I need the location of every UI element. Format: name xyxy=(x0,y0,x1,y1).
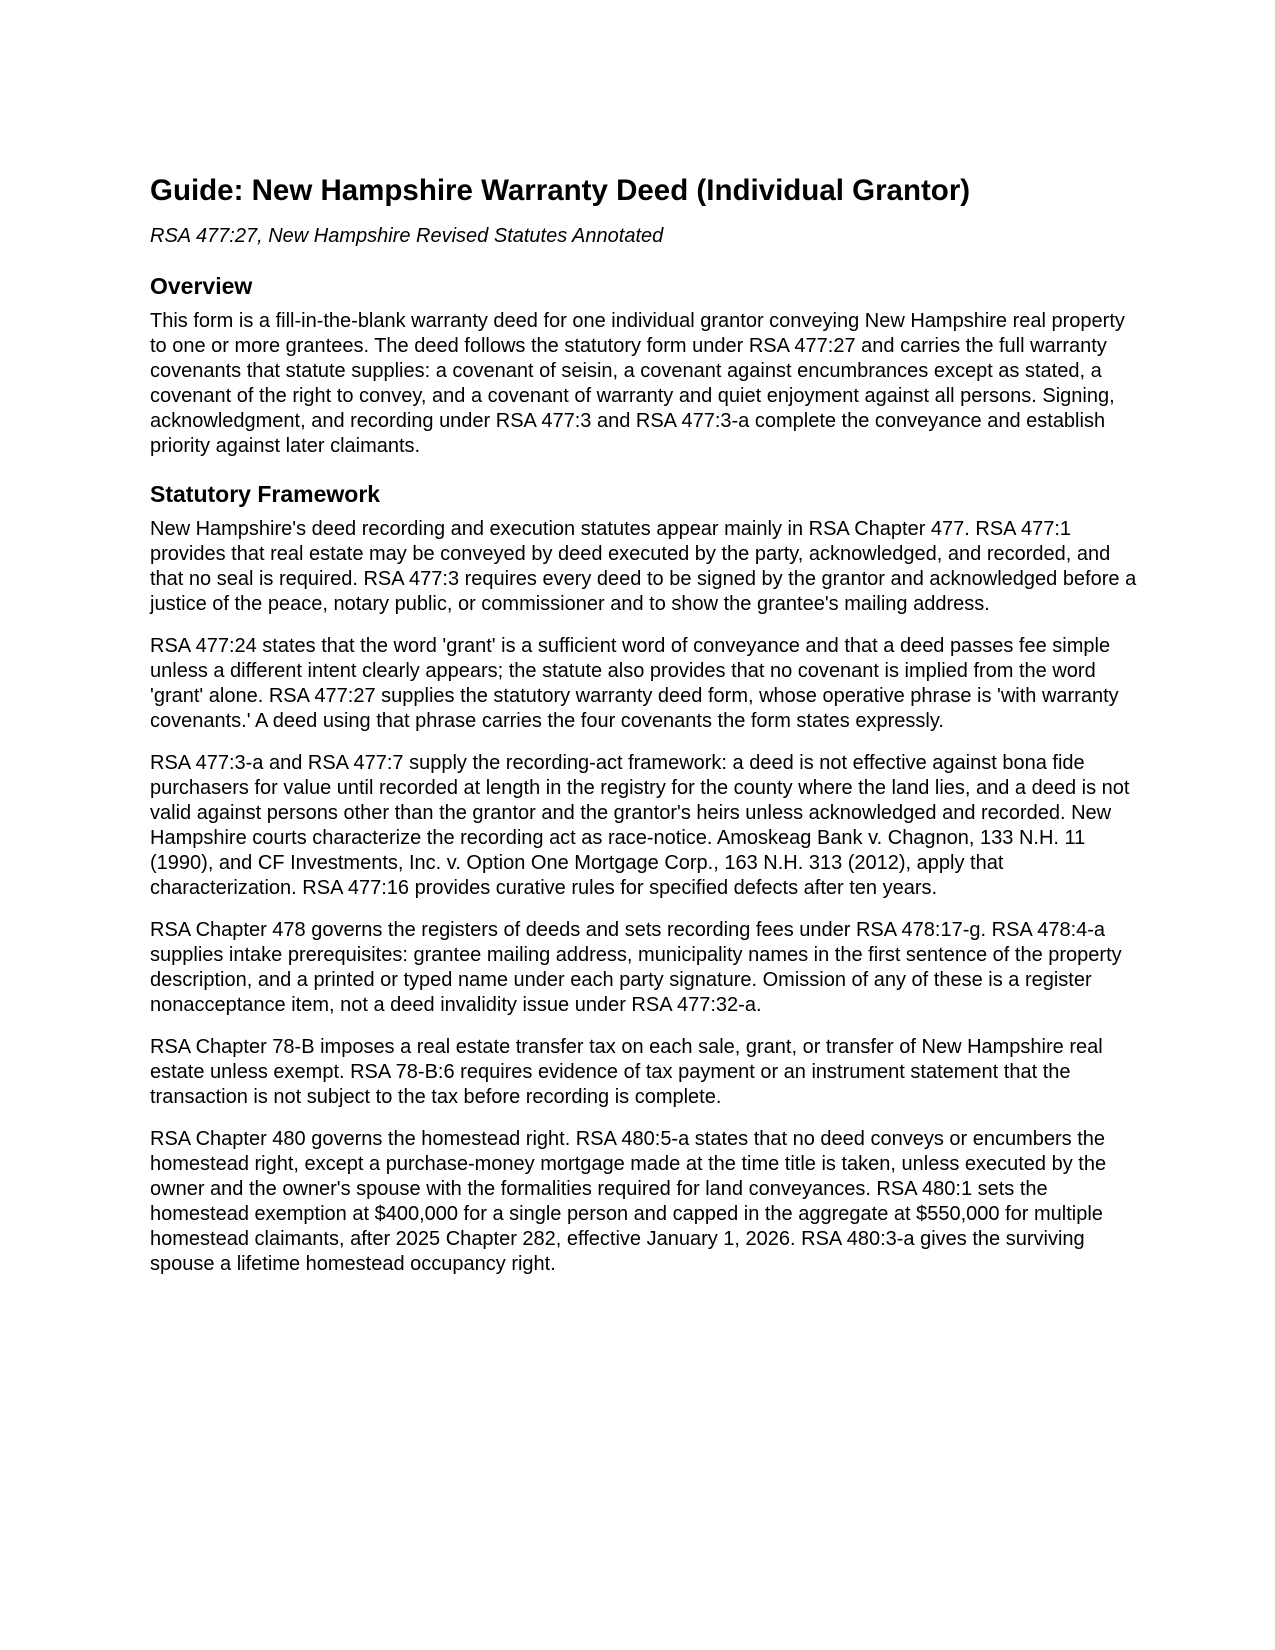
framework-paragraph-chapter-478: RSA Chapter 478 governs the registers of deeds and sets recording fees under RSA 478:17-g. RSA 478:4-a supplies intake prerequisites: grantee mailing address, municipality names in the first sentence of the property description, and a printed or typed name under each party signature. Omission of any of these is a register nonacceptance item, not a deed invalidity issue under RSA 477:32-a. xyxy=(150,919,1122,1016)
section-heading-statutory-framework: Statutory Framework xyxy=(150,481,381,507)
framework-paragraph-grant-covenants: RSA 477:24 states that the word 'grant' is a sufficient word of conveyance and that a deed passes fee simple unless a different intent clearly appears; the statute also provides that no covenant is implied from the word 'grant' alone. RSA 477:27 supplies the statutory warranty deed form, whose operative phrase is 'with warranty covenants.' A deed using that phrase carries the four covenants the form states expressly. xyxy=(150,635,1119,732)
document-page xyxy=(150,172,1140,1277)
framework-paragraph-transfer-tax: RSA Chapter 78-B imposes a real estate transfer tax on each sale, grant, or transfer of New Hampshire real estate unless exempt. RSA 78-B:6 requires evidence of tax payment or an instrument statement that the transaction is not subject to the tax before recording is complete. xyxy=(150,1036,1103,1108)
document-title: Guide: New Hampshire Warranty Deed (Individual Grantor) xyxy=(150,174,971,207)
framework-paragraph-homestead: RSA Chapter 480 governs the homestead right. RSA 480:5-a states that no deed conveys or encumbers the homestead right, except a purchase-money mortgage made at the time title is taken, unless executed by the owner and the owner's spouse with the formalities required for land conveyances. RSA 480:1 sets the homestead exemption at $400,000 for a single person and capped in the aggregate at $550,000 for multiple homestead claimants, after 2025 Chapter 282, effective January 1, 2026. RSA 480:3-a gives the surviving spouse a lifetime homestead occupancy right. xyxy=(150,1128,1107,1275)
section-heading-overview: Overview xyxy=(150,273,253,299)
framework-paragraph-chapter-477: New Hampshire's deed recording and execution statutes appear mainly in RSA Chapter 477. RSA 477:1 provides that real estate may be conveyed by deed executed by the party, acknowledged, and recorded, and that no seal is required. RSA 477:3 requires every deed to be signed by the grantor and acknowledged before a justice of the peace, notary public, or commissioner and to show the grantee's mailing address. xyxy=(150,518,1137,615)
document-subtitle: RSA 477:27, New Hampshire Revised Statutes Annotated xyxy=(150,225,664,247)
framework-paragraph-recording-act: RSA 477:3-a and RSA 477:7 supply the recording-act framework: a deed is not effective against bona fide purchasers for value until recorded at length in the registry for the county where the land lies, and a deed is not valid against persons other than the grantor and the grantor's heirs unless acknowledged and recorded. New Hampshire courts characterize the recording act as race-notice. Amoskeag Bank v. Chagnon, 133 N.H. 11 (1990), and CF Investments, Inc. v. Option One Mortgage Corp., 163 N.H. 313 (2012), apply that characterization. RSA 477:16 provides curative rules for specified defects after ten years. xyxy=(150,752,1130,899)
overview-paragraph: This form is a fill-in-the-blank warranty deed for one individual grantor conveying New Hampshire real property to one or more grantees. The deed follows the statutory form under RSA 477:27 and carries the full warranty covenants that statute supplies: a covenant of seisin, a covenant against encumbrances except as stated, a covenant of the right to convey, and a covenant of warranty and quiet enjoyment against all persons. Signing, acknowledgment, and recording under RSA 477:3 and RSA 477:3-a complete the conveyance and establish priority against later claimants. xyxy=(150,310,1125,457)
